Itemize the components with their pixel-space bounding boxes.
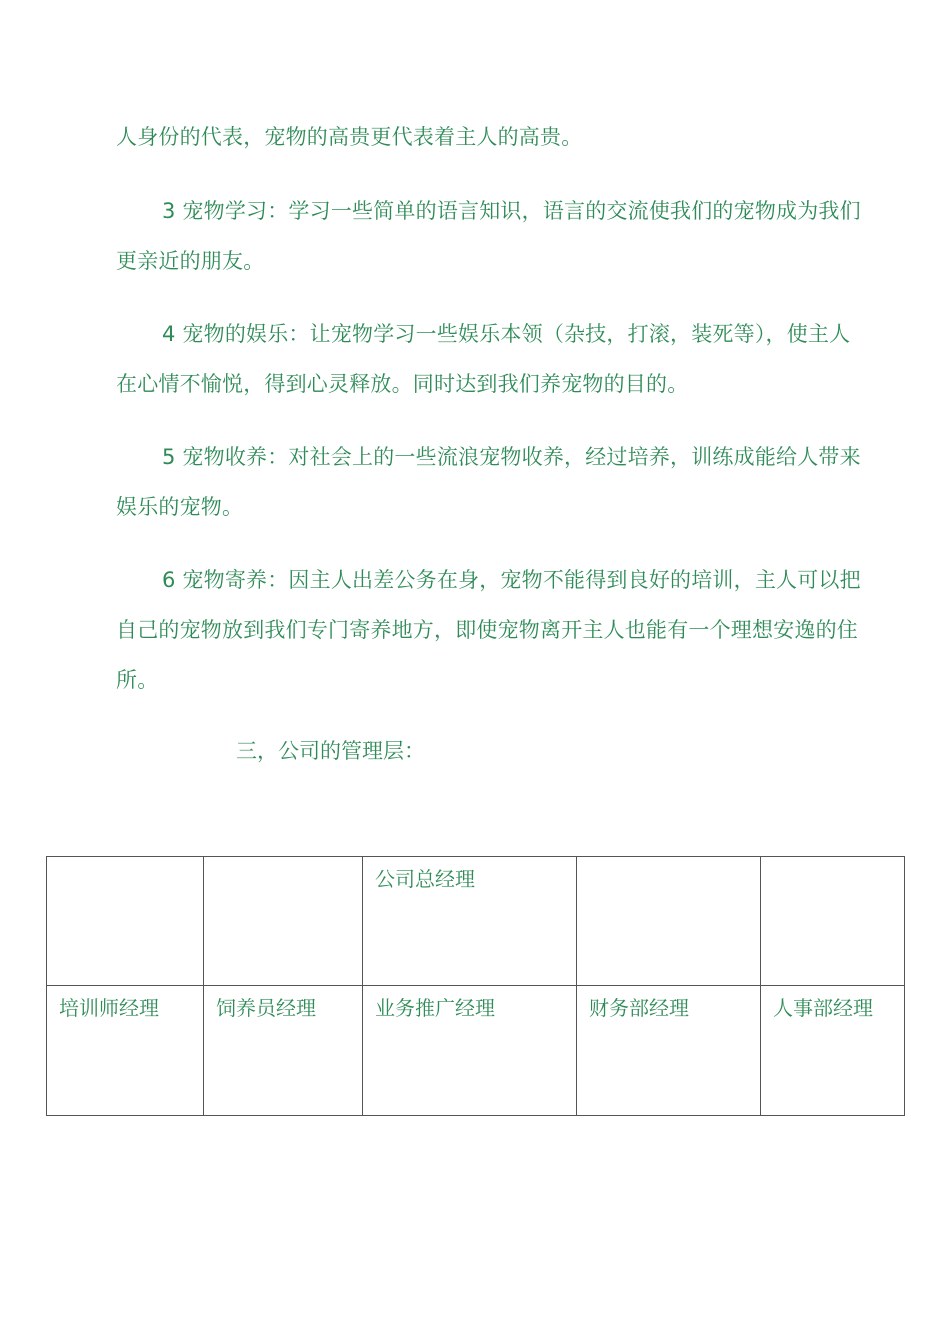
table-cell: [204, 857, 363, 986]
section-heading: 三，公司的管理层：: [236, 739, 425, 763]
paragraph-pet-boarding: [116, 555, 906, 705]
trainer-manager-cell: 培训师经理: [47, 986, 204, 1116]
table-cell: [47, 857, 204, 986]
finance-manager-cell: 财务部经理: [577, 986, 761, 1116]
table-cell: [761, 857, 905, 986]
paragraph-line: 5 宠物收养：对社会上的一些流浪宠物收养，经过培养，训练成能给人带来: [162, 445, 861, 469]
paragraph-continuation: [116, 112, 906, 162]
paragraph-line: 所。: [116, 668, 159, 692]
paragraph-line: 6 宠物寄养：因主人出差公务在身，宠物不能得到良好的培训，主人可以把: [162, 568, 861, 592]
paragraph-line: 自己的宠物放到我们专门寄养地方，即使宠物离开主人也能有一个理想安逸的住: [116, 618, 858, 642]
hr-manager-cell: 人事部经理: [761, 986, 905, 1116]
paragraph-line: 在心情不愉悦，得到心灵释放。同时达到我们养宠物的目的。: [116, 372, 689, 396]
paragraph-pet-entertainment: [116, 309, 906, 409]
business-promotion-manager-cell: 业务推广经理: [363, 986, 577, 1116]
table-row: [47, 857, 905, 986]
general-manager-cell: 公司总经理: [363, 857, 577, 986]
paragraph-line: 人身份的代表，宠物的高贵更代表着主人的高贵。: [116, 125, 583, 149]
table-cell: [577, 857, 761, 986]
paragraph-pet-adoption: [116, 432, 906, 532]
table-row: [47, 986, 905, 1116]
paragraph-line: 更亲近的朋友。: [116, 249, 265, 273]
paragraph-line: 娱乐的宠物。: [116, 495, 244, 519]
org-chart-table: [46, 856, 905, 1116]
paragraph-pet-learning: [116, 186, 906, 286]
paragraph-line: 4 宠物的娱乐：让宠物学习一些娱乐本领（杂技，打滚，装死等），使主人: [162, 322, 851, 346]
paragraph-line: 3 宠物学习：学习一些简单的语言知识，语言的交流使我们的宠物成为我们: [162, 199, 861, 223]
breeder-manager-cell: 饲养员经理: [204, 986, 363, 1116]
